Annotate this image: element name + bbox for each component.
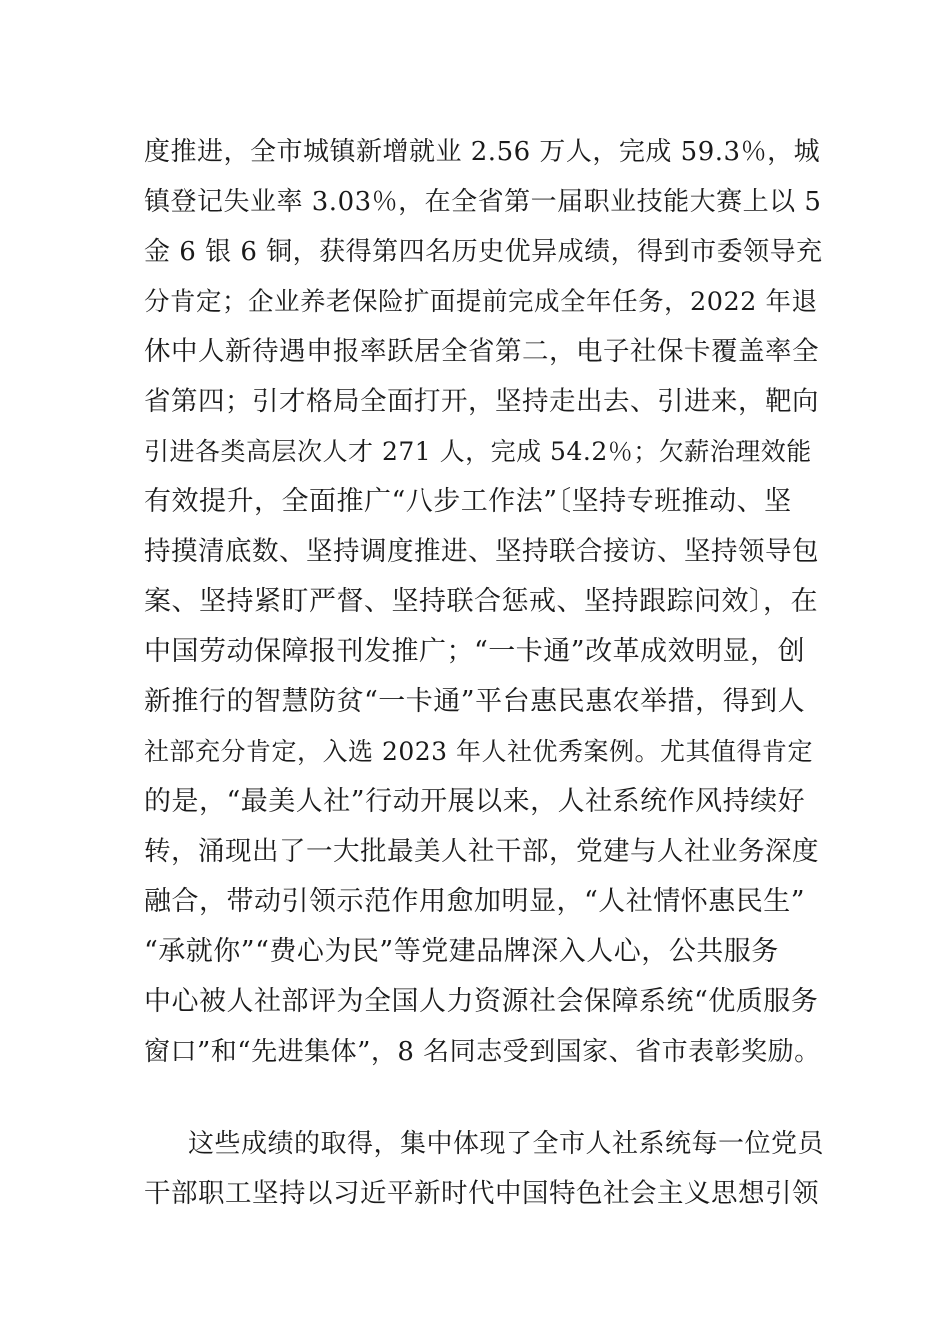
text-line: “承就你”“费心为民”等党建品牌深入人心，公共服务 [144,936,779,967]
text-line: 干部职工坚持以习近平新时代中国特色社会主义思想引领 [144,1178,819,1209]
text-line: 融合，带动引领示范作用愈加明显，“人社情怀惠民生” [144,886,806,917]
text-line: 的是，“最美人社”行动开展以来，人社系统作风持续好 [144,786,806,817]
text-line: 转，涌现出了一大批最美人社干部，党建与人社业务深度 [144,836,819,867]
text-line: 金 6 银 6 铜，获得第四名历史优异成绩，得到市委领导充 [144,237,823,267]
text-line: 镇登记失业率 3.03％，在全省第一届职业技能大赛上以 5 [144,187,822,217]
text-line: 度推进，全市城镇新增就业 2.56 万人，完成 59.3％，城 [144,137,821,167]
text-line: 休中人新待遇申报率跃居全省第二，电子社保卡覆盖率全 [144,336,819,367]
text-line: 社部充分肯定，入选 2023 年人社优秀案例。尤其值得肯定 [144,737,814,766]
text-line: 窗口”和“先进集体”，8 名同志受到国家、省市表彰奖励。 [144,1037,821,1067]
text-line: 省第四；引才格局全面打开，坚持走出去、引进来，靶向 [144,386,819,417]
text-line: 分肯定；企业养老保险扩面提前完成全年任务，2022 年退 [144,287,818,317]
text-line: 中国劳动保障报刊发推广；“一卡通”改革成效明显，创 [144,636,806,667]
text-line: 引进各类高层次人才 271 人，完成 54.2％；欠薪治理效能 [144,437,812,466]
text-line: 新推行的智慧防贫“一卡通”平台惠民惠农举措，得到人 [144,686,806,717]
text-line: 这些成绩的取得，集中体现了全市人社系统每一位党员 [188,1129,825,1159]
text-line: 案、坚持紧盯严督、坚持联合惩戒、坚持跟踪问效〕，在 [144,586,818,617]
text-line: 有效提升，全面推广“八步工作法”〔坚持专班推动、坚 [144,486,792,517]
text-line: 中心被人社部评为全国人力资源社会保障系统“优质服务 [144,986,819,1017]
text-line: 持摸清底数、坚持调度推进、坚持联合接访、坚持领导包 [144,536,819,567]
